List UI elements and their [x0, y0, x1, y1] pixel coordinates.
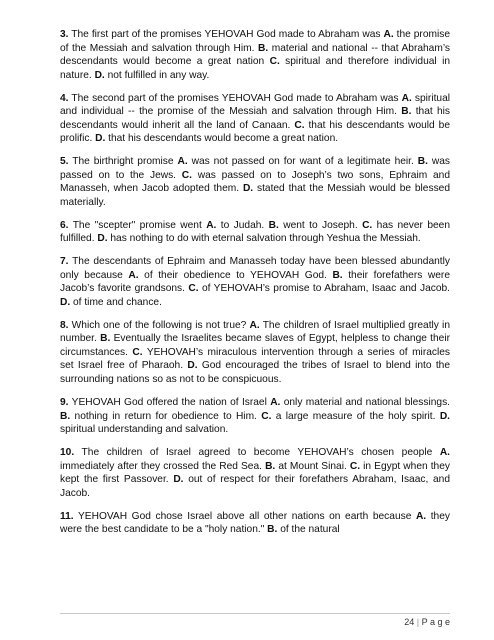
option-letter: A.	[206, 219, 217, 231]
option-letter: B.	[401, 106, 412, 118]
option-letter: B.	[268, 219, 279, 231]
question-text: spiritual and individual -- the promise of the Messiah and salvation through Him.	[60, 92, 451, 118]
option-letter: A.	[415, 510, 427, 522]
question-text: the promise of the Messiah and salvation through Him.	[60, 29, 450, 54]
question-text: in Egypt when they kept the first Passover.	[60, 460, 450, 486]
footer-separator: |	[416, 617, 420, 627]
question-text: The birthright promise	[68, 156, 178, 168]
question-number: 6.	[60, 219, 69, 231]
option-letter: A.	[383, 29, 394, 40]
page-label: P a g e	[421, 617, 450, 627]
question-text: stated that the Messiah would be blessed materially.	[60, 183, 450, 208]
footer-rule	[60, 613, 450, 614]
option-letter: C.	[269, 56, 280, 67]
question-text: The "scepter" promise went	[68, 219, 207, 231]
question-text: their forefathers were Jacob’s favorite grandsons.	[60, 269, 450, 295]
option-letter: B.	[267, 524, 278, 536]
question-number: 9.	[60, 397, 69, 409]
question-text: The descendants of Ephraim and Manasseh today have been blessed abundantly only because	[60, 256, 450, 281]
option-letter: D.	[187, 360, 198, 372]
question-number: 8.	[60, 319, 69, 331]
question-item	[60, 255, 450, 309]
option-letter: A.	[128, 269, 139, 281]
question-item	[60, 510, 450, 537]
option-letter: B.	[332, 269, 343, 281]
option-letter: C.	[294, 119, 305, 131]
question-number: 11.	[60, 510, 74, 522]
question-list	[60, 28, 450, 546]
option-letter: A.	[249, 319, 260, 331]
question-text: was passed on to the Jews.	[60, 156, 450, 181]
question-text: YEHOVAH’s miraculous intervention through a series of miracles set Israel free of Pharaoh.	[60, 346, 450, 372]
question-text: The second part of the promises YEHOVAH God made to Abraham was	[68, 92, 402, 104]
question-text: that his descendants would be prolific.	[60, 119, 450, 145]
question-text: has never been fulfilled.	[60, 219, 450, 245]
option-letter: A.	[270, 397, 281, 409]
question-text: of the natural	[277, 524, 340, 536]
question-number: 3.	[60, 29, 69, 40]
question-number: 4.	[60, 92, 69, 104]
option-letter: C.	[349, 460, 361, 472]
option-letter: A.	[177, 156, 188, 168]
question-text: at Mount Sinai.	[275, 460, 350, 472]
question-number: 7.	[60, 256, 69, 268]
question-text: of their obedience to YEHOVAH God.	[138, 269, 333, 281]
question-text: of YEHOVAH’s promise to Abraham, Isaac and Jacob.	[198, 283, 450, 295]
question-text: has nothing to do with eternal salvation through Yeshua the Messiah.	[107, 233, 421, 245]
option-letter: D.	[60, 296, 71, 308]
option-letter: D.	[95, 133, 106, 145]
option-letter: A.	[401, 92, 412, 104]
question-text: spiritual and therefore individual in nature.	[60, 56, 450, 81]
question-text: The children of Israel multiplied greatly in number.	[60, 319, 450, 345]
question-item	[60, 155, 450, 209]
option-letter: D.	[173, 474, 184, 486]
question-item	[60, 319, 450, 387]
question-text: they were the best candidate to be a "holy nation."	[60, 510, 450, 536]
question-text: not fulfilled in any way.	[104, 69, 210, 81]
question-text: to Judah.	[216, 219, 269, 231]
page-footer	[404, 617, 450, 627]
question-text: material and national -- that Abraham’s descendants would become a great nation	[60, 42, 451, 67]
option-letter: D.	[97, 233, 108, 245]
question-text: of time and chance.	[70, 296, 162, 308]
option-letter: C.	[132, 346, 143, 358]
question-text: YEHOVAH God offered the nation of Israel	[68, 397, 271, 409]
question-text: The children of Israel agreed to become YEHOVAH’s chosen people	[74, 447, 440, 459]
question-item	[60, 396, 450, 437]
option-letter: A.	[439, 447, 450, 459]
option-letter: D.	[94, 69, 105, 81]
question-text: nothing in return for obedience to Him.	[70, 410, 262, 422]
question-text: a large measure of the holy spirit.	[271, 410, 440, 422]
option-letter: C.	[188, 283, 199, 295]
question-text: was not passed on for want of a legitimate heir.	[187, 156, 418, 168]
question-text: immediately after they crossed the Red Sea.	[60, 460, 266, 472]
question-number: 10.	[60, 447, 75, 459]
question-text: that his descendants would inherit all the land of Canaan.	[60, 106, 451, 131]
question-text: YEHOVAH God chose Israel above all other nations on earth because	[73, 510, 416, 522]
option-letter: B.	[417, 156, 428, 168]
question-text: Which one of the following is not true?	[68, 319, 250, 331]
option-letter: C.	[261, 410, 272, 422]
option-letter: B.	[265, 460, 276, 472]
question-item	[60, 219, 450, 246]
question-text: went to Joseph.	[278, 219, 363, 231]
question-item	[60, 446, 450, 500]
question-text: spiritual understanding and salvation.	[60, 424, 229, 436]
option-letter: D.	[439, 410, 450, 422]
page-number: 24	[404, 617, 415, 627]
option-letter: B.	[60, 410, 71, 422]
option-letter: C.	[362, 219, 373, 231]
question-text: God encouraged the tribes of Israel to blend into the surrounding nations so as not to be conspicuous.	[60, 360, 450, 385]
question-number: 5.	[60, 156, 69, 168]
question-text: was passed on to Joseph’s two sons, Ephraim and Manasseh, when Jacob adopted them.	[60, 169, 450, 195]
question-text: that his descendants would become a great nation.	[105, 133, 339, 145]
question-item	[60, 92, 450, 146]
question-text: The first part of the promises YEHOVAH God made to Abraham was	[68, 29, 384, 40]
question-text: only material and national blessings.	[280, 397, 450, 409]
option-letter: B.	[258, 42, 269, 54]
option-letter: B.	[100, 333, 111, 345]
question-text: Eventually the Israelites became slaves of Egypt, helpless to change their circumstances.	[60, 333, 450, 358]
question-item	[60, 28, 450, 82]
question-text: out of respect for their forefathers Abraham, Isaac, and Jacob.	[60, 474, 450, 499]
option-letter: C.	[181, 169, 192, 181]
option-letter: D.	[242, 183, 254, 195]
